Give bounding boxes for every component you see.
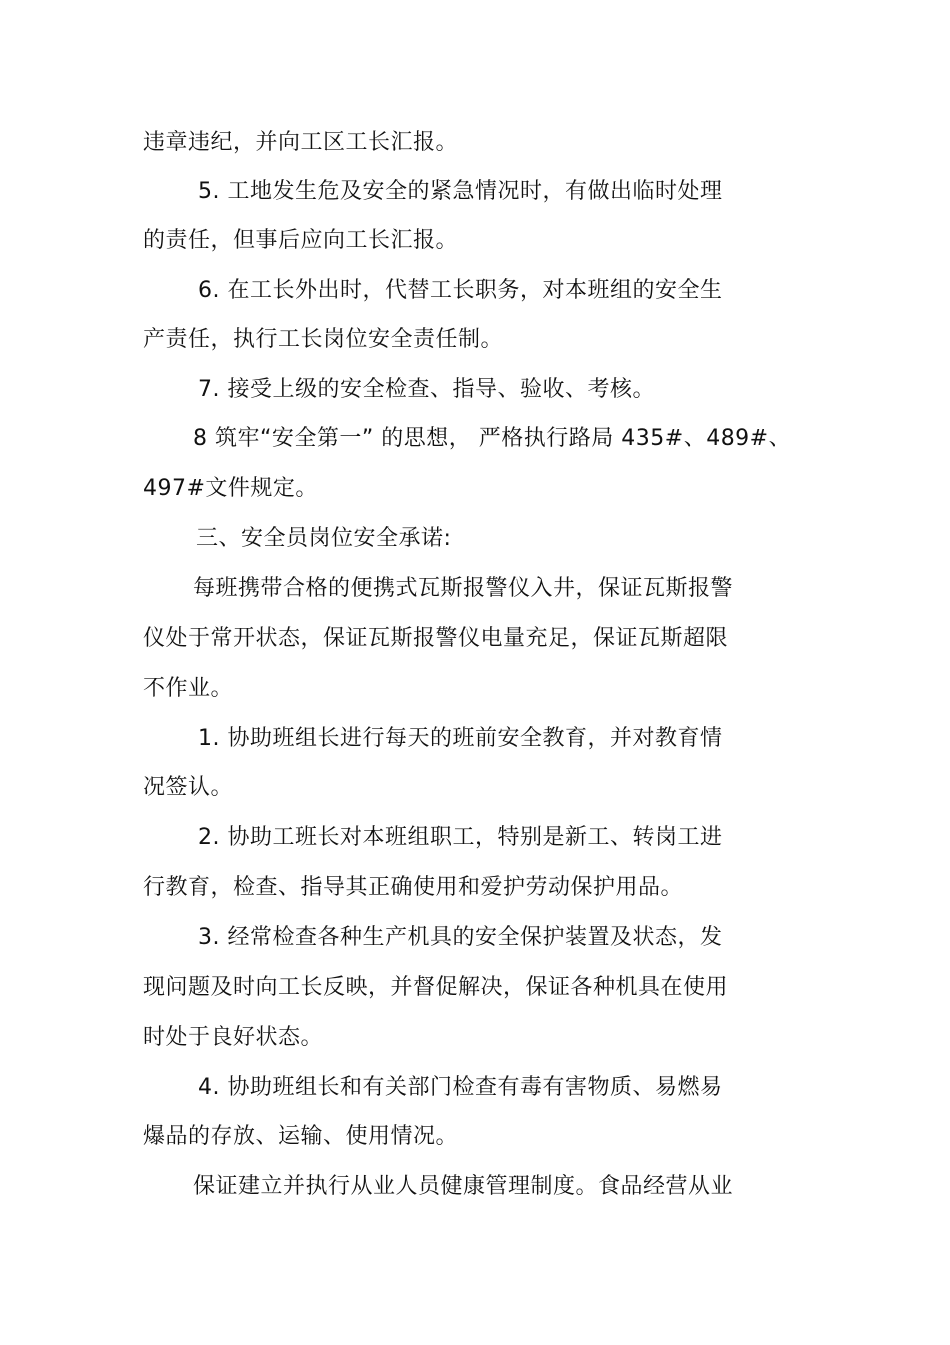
text-line-1: 违章违纪，并向工区工长汇报。 <box>143 130 459 155</box>
text-line-17: 3. 经常检查各种生产机具的安全保护装置及状态，发 <box>198 925 723 950</box>
text-line-18: 现问题及时向工长反映，并督促解决，保证各种机具在使用 <box>143 975 729 1000</box>
text-line-13: 1. 协助班组长进行每天的班前安全教育，并对教育情 <box>198 726 723 751</box>
text-line-16: 行教育，检查、指导其正确使用和爱护劳动保护用品。 <box>143 875 684 900</box>
text-line-7: 8 筑牢“安全第一” 的思想， 严格执行路局 435#、489#、 <box>193 426 792 451</box>
text-line-19: 时处于良好状态。 <box>143 1025 324 1050</box>
text-line-12: 不作业。 <box>143 676 234 701</box>
text-line-6: 7. 接受上级的安全检查、指导、验收、考核。 <box>198 377 655 402</box>
text-line-21: 爆品的存放、运输、使用情况。 <box>143 1124 459 1149</box>
text-line-15: 2. 协助工班长对本班组职工，特别是新工、转岗工进 <box>198 825 723 850</box>
text-line-2: 5. 工地发生危及安全的紧急情况时，有做出临时处理 <box>198 179 723 204</box>
text-line-22: 保证建立并执行从业人员健康管理制度。食品经营从业 <box>193 1174 734 1199</box>
text-line-8: 497#文件规定。 <box>143 476 318 501</box>
text-line-9: 三、安全员岗位安全承诺: <box>196 526 452 551</box>
text-line-11: 仪处于常开状态，保证瓦斯报警仪电量充足，保证瓦斯超限 <box>143 626 729 651</box>
text-line-14: 况签认。 <box>143 775 234 800</box>
text-line-10: 每班携带合格的便携式瓦斯报警仪入井，保证瓦斯报警 <box>193 576 734 601</box>
text-line-5: 产责任，执行工长岗位安全责任制。 <box>143 327 504 352</box>
text-line-4: 6. 在工长外出时，代替工长职务，对本班组的安全生 <box>198 278 723 303</box>
text-line-20: 4. 协助班组长和有关部门检查有毒有害物质、易燃易 <box>198 1075 723 1100</box>
text-line-3: 的责任，但事后应向工长汇报。 <box>143 228 459 253</box>
